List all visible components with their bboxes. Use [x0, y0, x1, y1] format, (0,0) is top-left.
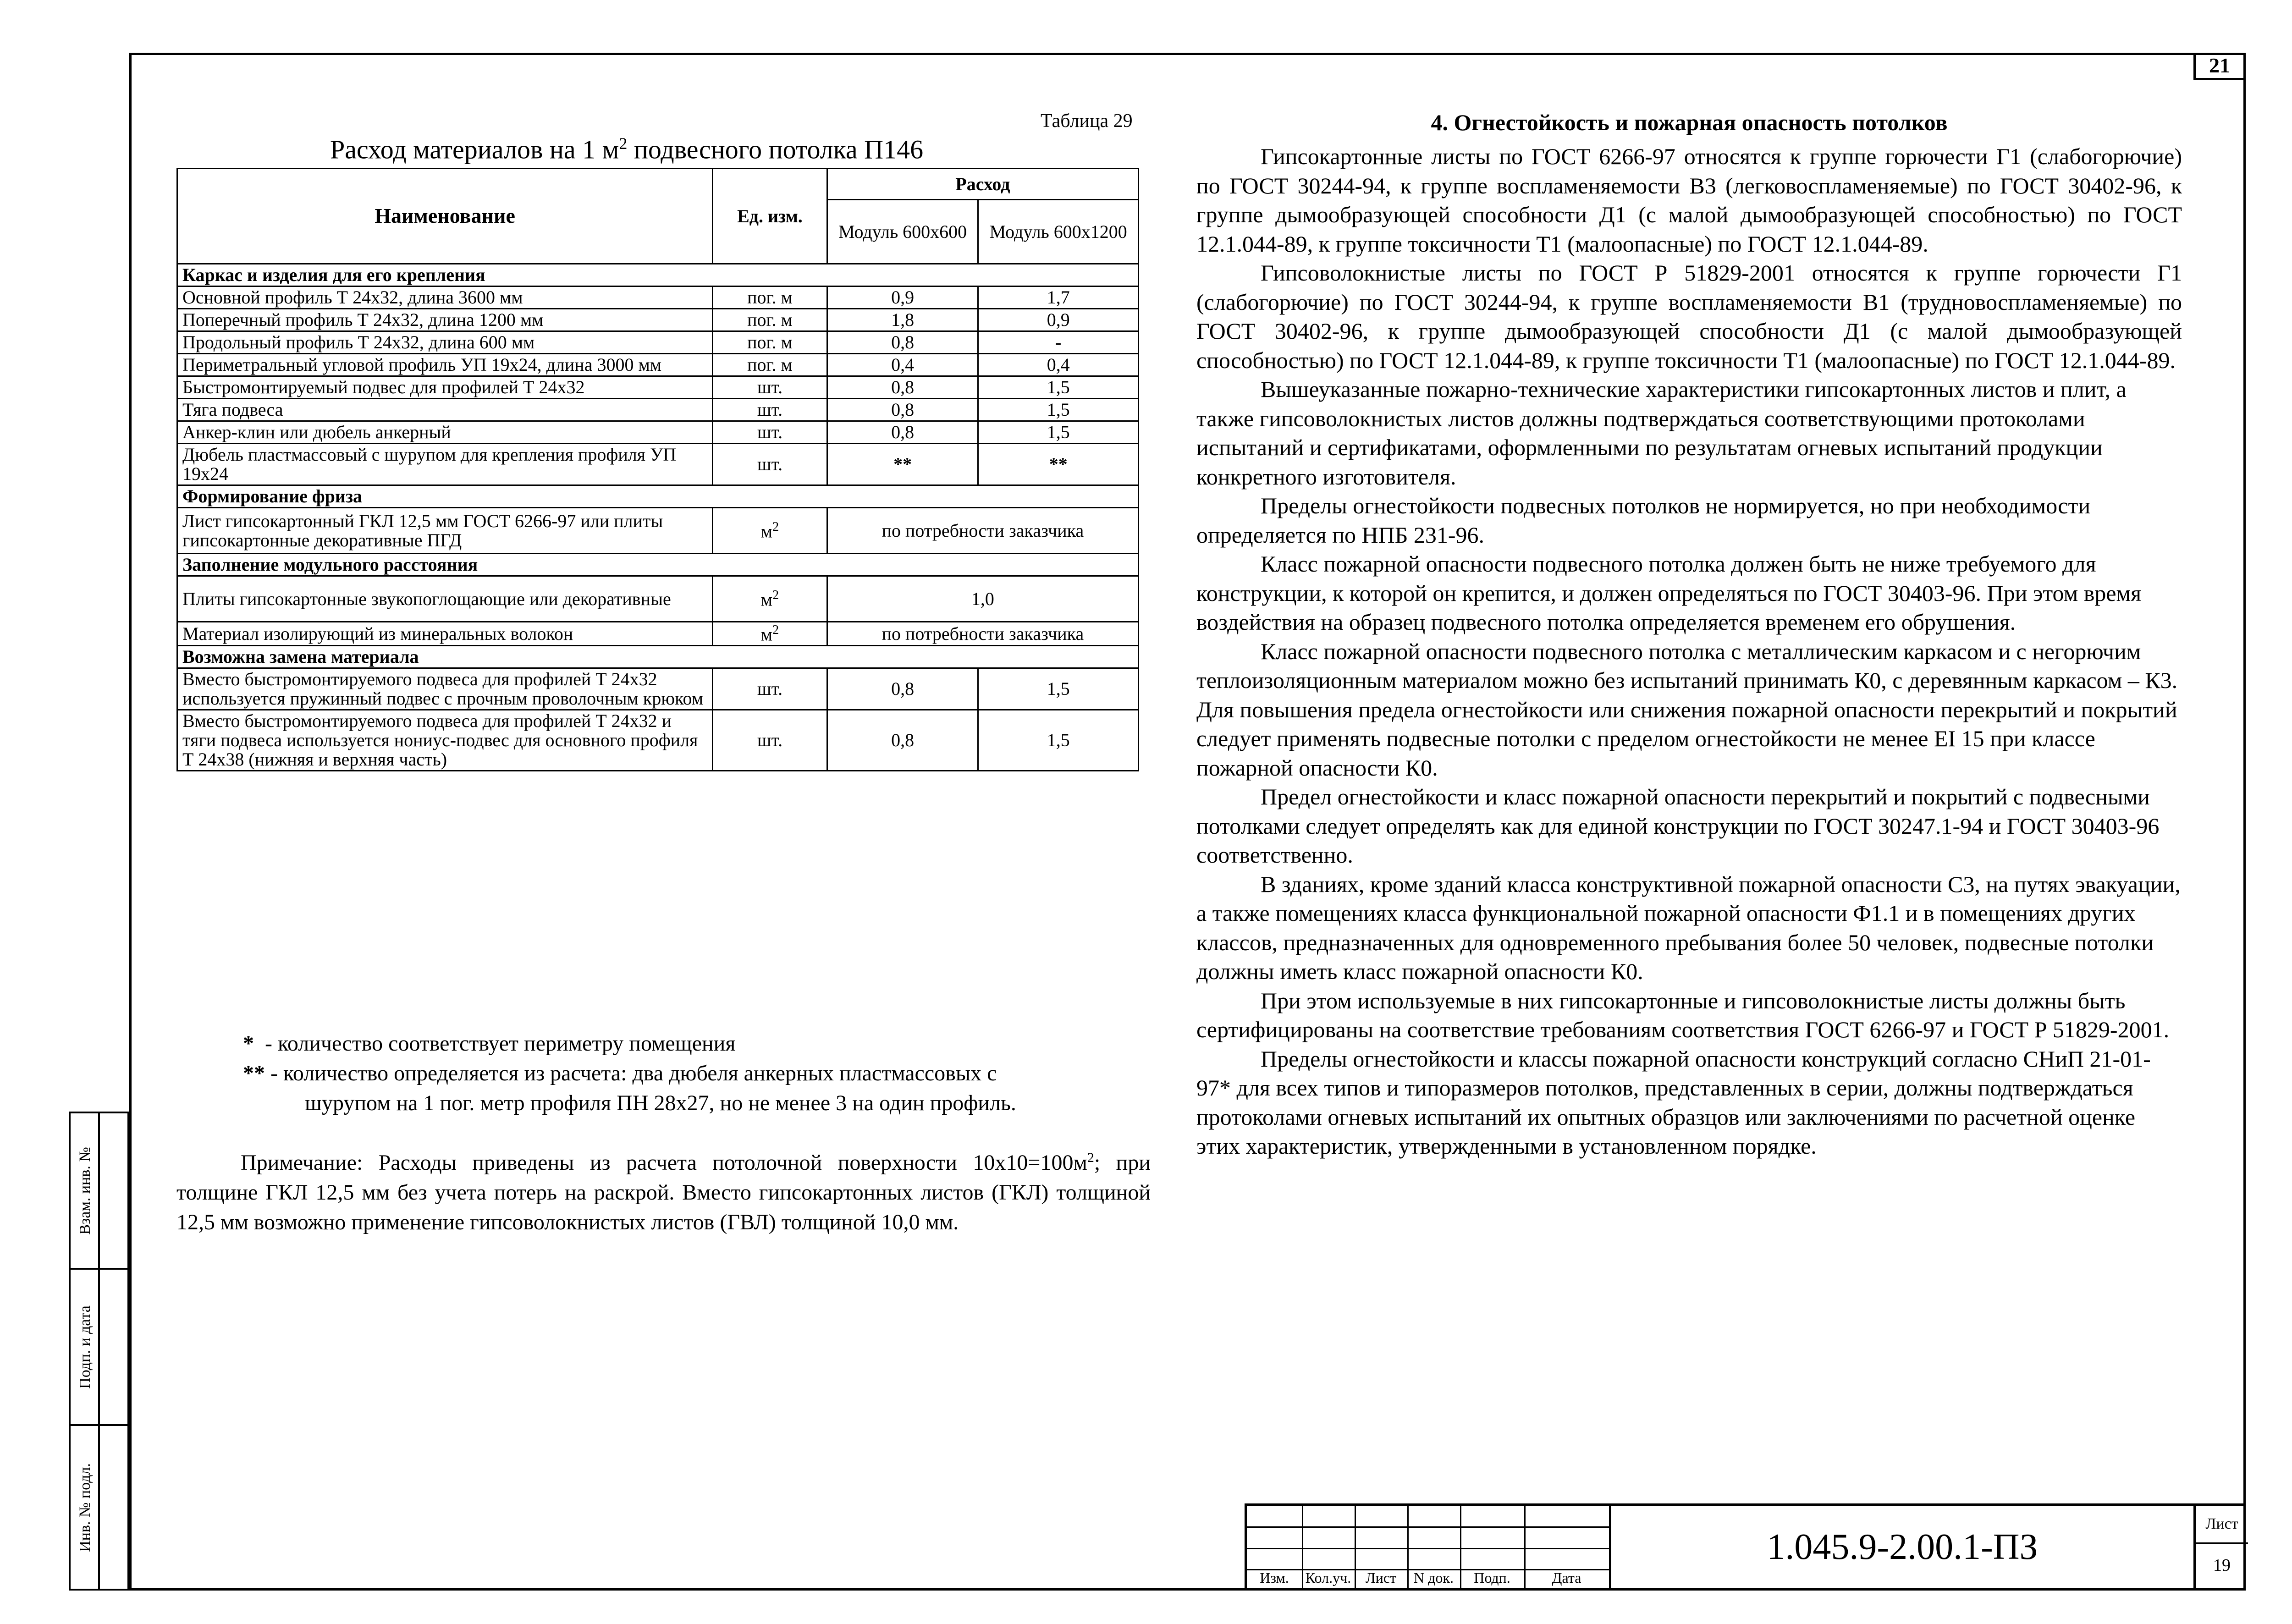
sheet-label: Лист: [2196, 1506, 2248, 1544]
sheet-cell: [2193, 1506, 2248, 1588]
tb-label-sheet: Лист: [1365, 1569, 1396, 1586]
revision-grid: [1247, 1506, 1609, 1588]
side-cell-original-inv: [69, 1424, 129, 1591]
tb-label-count: Кол.уч.: [1305, 1569, 1351, 1586]
paragraph: Вышеуказанные пожарно-технические характеристики гипсокартонных листов и плит, а также гипсоволокнистых листов должны подтверждаться соответствующими протоколами испытаний и сертификатами, оформленными по результатам огневых испытаний продукции конкретного изготовителя.: [1196, 376, 2127, 490]
side-label-original-inv: Инв. № подл.: [77, 1463, 94, 1552]
table-title: Расход материалов на 1 $м^2$ подвесного потолка П146: [330, 134, 924, 165]
paragraph: Класс пожарной опасности подвесного потолка должен быть не ниже требуемого для конструкции, к которой он крепится, и должен определяться по ГОСТ 30403-96. При этом время воздействия на образец подвесного потолка определяется временем его обрушения.: [1196, 551, 2142, 635]
note-paragraph: Примечание: Расходы приведены из расчета потолочной поверхности $10x10=100м^2$; при толщине ГКЛ 12,5 мм без учета потерь на раскрой. Вместо гипсокартонных листов (ГКЛ) толщиной 12,5 мм возможно применение гипсоволокнистых листов (ГВЛ) толщиной 10,0 мм.: [176, 1150, 1151, 1234]
table-row: Основной профиль Т 24x32, длина 3600 мм пог. м 0,9 1,7: [177, 286, 1139, 309]
table-row: Быстромонтируемый подвес для профилей Т 24x32 шт. 0,8 1,5: [177, 376, 1139, 399]
table-row: Плиты гипсокартонные звукопоглощающие или декоративные $м^2$ 1,0: [177, 576, 1139, 622]
side-label-signature-date: Подп. и дата: [77, 1305, 94, 1389]
table-row: Анкер-клин или дюбель анкерный шт. 0,8 1,5: [177, 421, 1139, 444]
section-title: Заполнение модульного расстояния: [177, 554, 1139, 576]
tb-label-date: Дата: [1552, 1569, 1581, 1586]
paragraph: Предел огнестойкости и класс пожарной опасности перекрытий и покрытий с подвесными потолками следует определять как для единой конструкции по ГОСТ 30247.1-94 и ГОСТ 30403-96 соответственно.: [1196, 784, 2160, 868]
page-number: 21: [2193, 53, 2246, 80]
table-caption: Таблица 29: [1041, 110, 1133, 132]
materials-table: [176, 168, 1139, 771]
table-row: Продольный профиль Т 24x32, длина 600 мм пог. м 0,8 -: [177, 331, 1139, 354]
header-unit: Ед. изм.: [713, 169, 827, 264]
header-module-1: Модуль 600x600: [827, 200, 978, 264]
table-row: Тяга подвеса шт. 0,8 1,5: [177, 399, 1139, 421]
tb-label-doc: N док.: [1414, 1569, 1454, 1586]
section-body: [1196, 142, 2182, 1161]
paragraph: Пределы огнестойкости подвесных потолков не нормируется, но при необходимости определяется по НПБ 231-96.: [1196, 493, 2091, 548]
table-row: Вместо быстромонтируемого подвеса для профилей Т 24x32 используется пружинный подвес с прочным проволочным крюком шт. 0,8 1,5: [177, 668, 1139, 710]
side-label-replaced-inv: Взам. инв. №: [77, 1146, 94, 1235]
header-name: Наименование: [177, 169, 713, 264]
footnote-2-cont: шурупом на 1 пог. метр профиля ПН 28x27, но не менее 3 на один профиль.: [305, 1090, 1016, 1115]
tb-label-change: Изм.: [1260, 1569, 1289, 1586]
footnote-2: ** - количество определяется из расчета: два дюбеля анкерных пластмассовых с: [243, 1061, 997, 1085]
section-title: Возможна замена материала: [177, 646, 1139, 668]
section-heading: 4. Огнестойкость и пожарная опасность потолков: [1431, 110, 1948, 135]
document-code: 1.045.9-2.00.1-ПЗ: [1767, 1526, 2038, 1567]
paragraph: Пределы огнестойкости и классы пожарной опасности конструкций согласно СНиП 21-01-97* для всех типов и типоразмеров потолков, представленных в серии, должны подтверждаться протоколами огневых испытаний их опытных образцов или заключениями по расчетной оценке этих характеристик, утвержденными в установленном порядке.: [1196, 1046, 2151, 1159]
table-row: Дюбель пластмассовый с шурупом для крепления профиля УП 19x24 шт. ** **: [177, 444, 1139, 485]
sheet-number: 19: [2213, 1556, 2231, 1575]
section-title: Формирование фриза: [177, 485, 1139, 508]
table-row: Материал изолирующий из минеральных волокон $м^2$ по потребности заказчика: [177, 622, 1139, 646]
paragraph: Класс пожарной опасности подвесного потолка с металлическим каркасом и с негорючим теплоизоляционным материалом можно без испытаний принимать К0, с деревянным каркасом – К3. Для повышения предела огнестойкости или снижения пожарной опасности перекрытий и покрытий следует применять подвесные потолки с пределом огнестойкости не менее EI 15 при классе пожарной опасности К0.: [1196, 638, 2178, 781]
title-block: [1245, 1503, 2246, 1591]
paragraph: Гипсоволокнистые листы по ГОСТ Р 51829-2001 относятся к группе горючести Г1 (слабогорючие) по ГОСТ 30244-94, к группе воспламеняемости В1 (трудновоспламеняемые) по ГОСТ 30402-96, к группе дымообразующей способности Д1 (с малой дымообразующей способностью) по ГОСТ 12.1.044-89, к группе токсичности Т1 (малоопасные) по ГОСТ 12.1.044-89.: [1196, 260, 2182, 373]
side-cell-replaced-inv: [69, 1112, 129, 1270]
footnotes: [243, 1029, 1151, 1118]
paragraph: В зданиях, кроме зданий класса конструктивной пожарной опасности С3, на путях эвакуации, а также помещениях класса функциональной пожарной опасности Ф1.1 и в помещениях других классов, предназначенных для одновременного пребывания более 50 человек, подвесные потолки должны иметь класс пожарной опасности К0.: [1196, 871, 2181, 984]
section-title: Каркас и изделия для его крепления: [177, 264, 1139, 286]
side-cell-signature-date: [69, 1268, 129, 1426]
footnote-1: * - количество соответствует периметру помещения: [243, 1031, 736, 1056]
table-row: Лист гипсокартонный ГКЛ 12,5 мм ГОСТ 6266-97 или плиты гипсокартонные декоративные ПГД $м^2$ по потребности заказчика: [177, 508, 1139, 554]
table-row: Вместо быстромонтируемого подвеса для профилей Т 24x32 и тяги подвеса используется нониус-подвес для основного профиля Т 24x38 (нижняя и верхняя часть) шт. 0,8 1,5: [177, 710, 1139, 771]
side-stamp: [69, 1112, 129, 1591]
paragraph: При этом используемые в них гипсокартонные и гипсоволокнистые листы должны быть сертифицированы на соответствие требованиям соответствия ГОСТ 6266-97 и ГОСТ Р 51829-2001.: [1196, 987, 2170, 1042]
table-row: Поперечный профиль Т 24x32, длина 1200 мм пог. м 1,8 0,9: [177, 309, 1139, 331]
table-row: Периметральный угловой профиль УП 19x24, длина 3000 мм пог. м 0,4 0,4: [177, 354, 1139, 376]
paragraph: Гипсокартонные листы по ГОСТ 6266-97 относятся к группе горючести Г1 (слабогорючие) по ГОСТ 30244-94, к группе воспламеняемости В3 (легковоспламеняемые) по ГОСТ 30402-96, к группе дымообразующей способности Д1 (с малой дымообразующей способностью) по ГОСТ 12.1.044-89, к группе токсичности Т1 (малоопасные) по ГОСТ 12.1.044-89.: [1196, 143, 2182, 257]
header-consumption: Расход: [827, 169, 1138, 200]
tb-label-signature: Подп.: [1474, 1569, 1510, 1586]
header-module-2: Модуль 600x1200: [978, 200, 1139, 264]
